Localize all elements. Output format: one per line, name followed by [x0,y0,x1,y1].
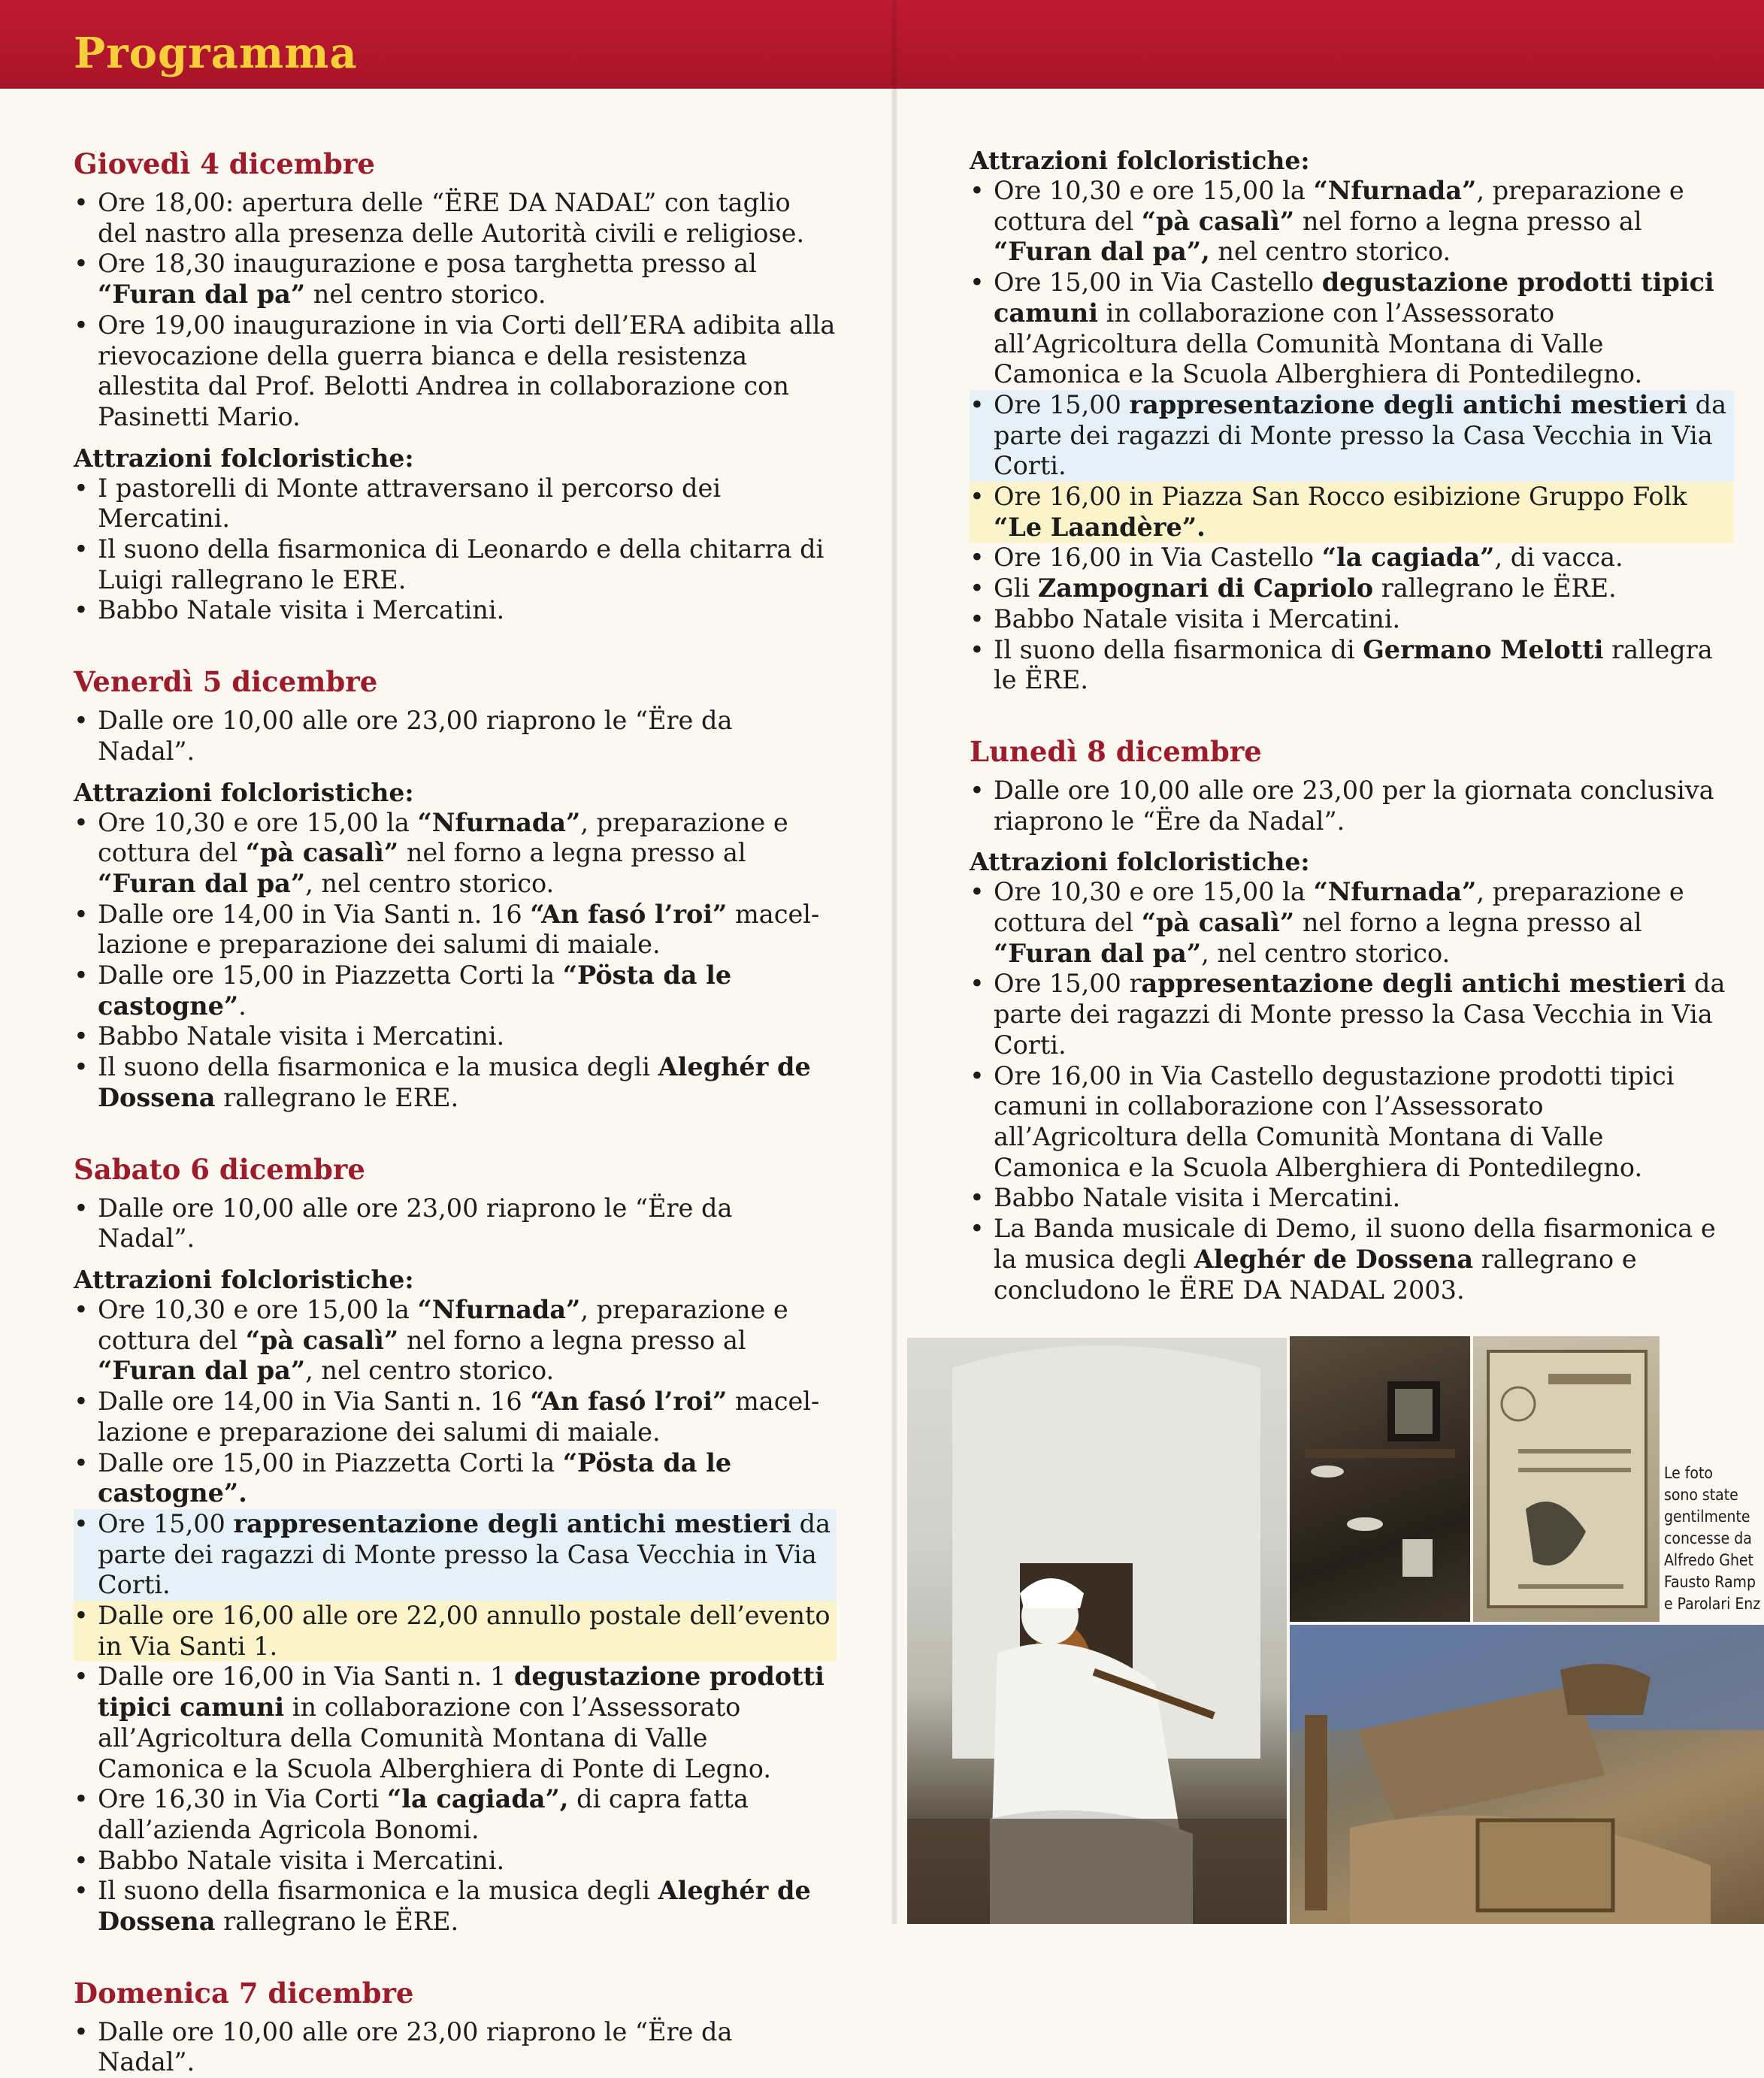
photo-wooden-tools [1290,1625,1764,1924]
list-item: • Il suono della fisarmonica di Germano Melotti rallegra le ËRE. [970,635,1734,696]
list-item: • Ore 15,00 rappresentazione degli antichi mestieri da parte dei ragazzi di Monte presso la Casa Vecchia in Via Corti. [74,1509,837,1601]
attraction-list [970,176,1734,696]
day-sun-continued [970,146,1734,696]
list-item: • Dalle ore 14,00 in Via Santi n. 16 “An fasó l’roi” macel-lazione e preparazione dei salumi di maiale. [74,1387,837,1447]
list-item: • Ore 16,00 in Via Castello “la cagiada”, di vacca. [970,543,1734,573]
list-item: • Babbo Natale visita i Mercatini. [970,604,1734,635]
left-column [74,144,837,2078]
list-item: • Il suono della fisarmonica e la musica degli Aleghér de Dossena rallegrano le ËRE. [74,1876,837,1937]
list-item: • Babbo Natale visita i Mercatini. [74,1021,837,1052]
photo-military-document [1473,1336,1660,1622]
list-item: • Ore 18,00: apertura delle “ËRE DA NADAL” con taglio del nastro alla presenza delle Autorità civili e religiose. [74,188,837,249]
credit-line: Alfredo Ghet [1664,1551,1753,1569]
photo-old-kitchen [1290,1336,1470,1622]
tools-illustration [1290,1625,1764,1924]
list-item: • Ore 16,00 in Piazza San Rocco esibizione Gruppo Folk “Le Laandère”. [970,482,1734,543]
right-column [970,146,1734,1305]
day-sat [74,1150,837,1937]
day-sun [74,1974,837,2078]
document-illustration [1473,1336,1660,1622]
event-list [74,2017,837,2078]
attraction-list [970,877,1734,1305]
list-item: • Ore 15,00 rappresentazione degli antichi mestieri da parte dei ragazzi di Monte presso la Casa Vecchia in Via Corti. [970,969,1734,1060]
list-item: • Ore 16,30 in Via Corti “la cagiada”, di capra fatta dall’azienda Agricola Bonomi. [74,1784,837,1845]
credit-line: Fausto Ramp [1664,1573,1756,1591]
section-subtitle: Attrazioni folcloristiche: [970,146,1310,175]
list-item: • I pastorelli di Monte attraversano il percorso dei Mercatini. [74,473,837,534]
photo-credit [1664,1462,1764,1615]
list-item: • Ore 15,00 in Via Castello degustazione prodotti tipici camuni in collaborazione con l’Assessorato all’Agricoltura della Comunità Montana di Valle Camonica e la Scuola Alberghiera di Pontedilegno. [970,268,1734,390]
list-item: • Ore 10,30 e ore 15,00 la “Nfurnada”, preparazione e cottura del “pà casalì” nel forno a legna presso al “Furan dal pa”, nel centro storico. [970,176,1734,268]
list-item: • Ore 15,00 rappresentazione degli antichi mestieri da parte dei ragazzi di Monte presso la Casa Vecchia in Via Corti. [970,390,1734,482]
photo-baker-oven [907,1338,1287,1924]
list-item: • La Banda musicale di Demo, il suono della fisarmonica e la musica degli Aleghér de Dossena rallegrano e concludono le ËRE DA NADAL 2003. [970,1214,1734,1305]
list-item: • Dalle ore 10,00 alle ore 23,00 per la giornata conclusiva riaprono le “Ëre da Nadal”. [970,776,1734,836]
baker-illustration [907,1338,1287,1924]
credit-line: sono state [1664,1486,1738,1504]
day-title: Lunedì 8 dicembre [970,734,1262,768]
list-item: • Ore 18,30 inaugurazione e posa targhetta presso al “Furan dal pa” nel centro storico. [74,249,837,310]
list-item: • Dalle ore 10,00 alle ore 23,00 riaprono le “Ëre da Nadal”. [74,2017,837,2078]
list-item: • Ore 10,30 e ore 15,00 la “Nfurnada”, preparazione e cottura del “pà casalì” nel forno a legna presso al “Furan dal pa”, nel centro storico. [74,1295,837,1387]
page-title: Programma [74,29,358,78]
event-list [74,706,837,767]
section-subtitle: Attrazioni folcloristiche: [970,847,1310,877]
attraction-list [74,1295,837,1937]
list-item: • Dalle ore 14,00 in Via Santi n. 16 “An fasó l’roi” macel-lazione e preparazione dei salumi di maiale. [74,900,837,960]
day-title: Venerdì 5 dicembre [74,665,378,699]
attraction-list [74,473,837,627]
day-mon [970,732,1734,1305]
list-item: • Gli Zampognari di Capriolo rallegrano le ËRE. [970,573,1734,604]
list-item: • Il suono della fisarmonica di Leonardo e della chitarra di Luigi rallegrano le ERE. [74,534,837,595]
event-list [74,1193,837,1254]
day-thu [74,144,837,626]
credit-line: concesse da [1664,1529,1752,1547]
kitchen-illustration [1290,1336,1470,1622]
section-subtitle: Attrazioni folcloristiche: [74,443,414,473]
section-subtitle: Attrazioni folcloristiche: [74,777,414,807]
credit-line: e Parolari Enz [1664,1595,1761,1613]
day-title: Giovedì 4 dicembre [74,147,375,180]
page-fold [891,0,897,1924]
list-item: • Dalle ore 16,00 alle ore 22,00 annullo postale dell’evento in Via Santi 1. [74,1601,837,1662]
attraction-list [74,808,837,1114]
credit-line: Le foto [1664,1464,1713,1482]
list-item: • Ore 19,00 inaugurazione in via Corti dell’ERA adibita alla rievocazione della guerra bianca e della resistenza allestita dal Prof. Belotti Andrea in collaborazione con Pasinetti Mario. [74,310,837,433]
list-item: • Ore 10,30 e ore 15,00 la “Nfurnada”, preparazione e cottura del “pà casalì” nel forno a legna presso al “Furan dal pa”, nel centro storico. [74,808,837,900]
section-subtitle: Attrazioni folcloristiche: [74,1264,414,1294]
list-item: • Ore 10,30 e ore 15,00 la “Nfurnada”, preparazione e cottura del “pà casalì” nel forno a legna presso al “Furan dal pa”, nel centro storico. [970,877,1734,969]
day-title: Domenica 7 dicembre [74,1976,414,2010]
list-item: • Dalle ore 15,00 in Piazzetta Corti la “Pösta da le castogne”. [74,960,837,1021]
list-item: • Dalle ore 10,00 alle ore 23,00 riaprono le “Ëre da Nadal”. [74,706,837,767]
list-item: • Babbo Natale visita i Mercatini. [970,1183,1734,1214]
list-item: • Il suono della fisarmonica e la musica degli Aleghér de Dossena rallegrano le ERE. [74,1052,837,1113]
list-item: • Babbo Natale visita i Mercatini. [74,1846,837,1877]
list-item: • Dalle ore 16,00 in Via Santi n. 1 degustazione prodotti tipici camuni in collaborazione con l’Assessorato all’Agricoltura della Comunità Montana di Valle Camonica e la Scuola Alberghiera di Ponte di Legno. [74,1662,837,1784]
credit-line: gentilmente [1664,1508,1750,1526]
event-list [74,188,837,433]
list-item: • Babbo Natale visita i Mercatini. [74,595,837,626]
event-list [970,776,1734,836]
list-item: • Ore 16,00 in Via Castello degustazione prodotti tipici camuni in collaborazione con l’Assessorato all’Agricoltura della Comunità Montana di Valle Camonica e la Scuola Alberghiera di Pontedilegno. [970,1061,1734,1184]
list-item: • Dalle ore 15,00 in Piazzetta Corti la “Pösta da le castogne”. [74,1448,837,1509]
day-fri [74,662,837,1113]
day-title: Sabato 6 dicembre [74,1152,365,1186]
list-item: • Dalle ore 10,00 alle ore 23,00 riaprono le “Ëre da Nadal”. [74,1193,837,1254]
